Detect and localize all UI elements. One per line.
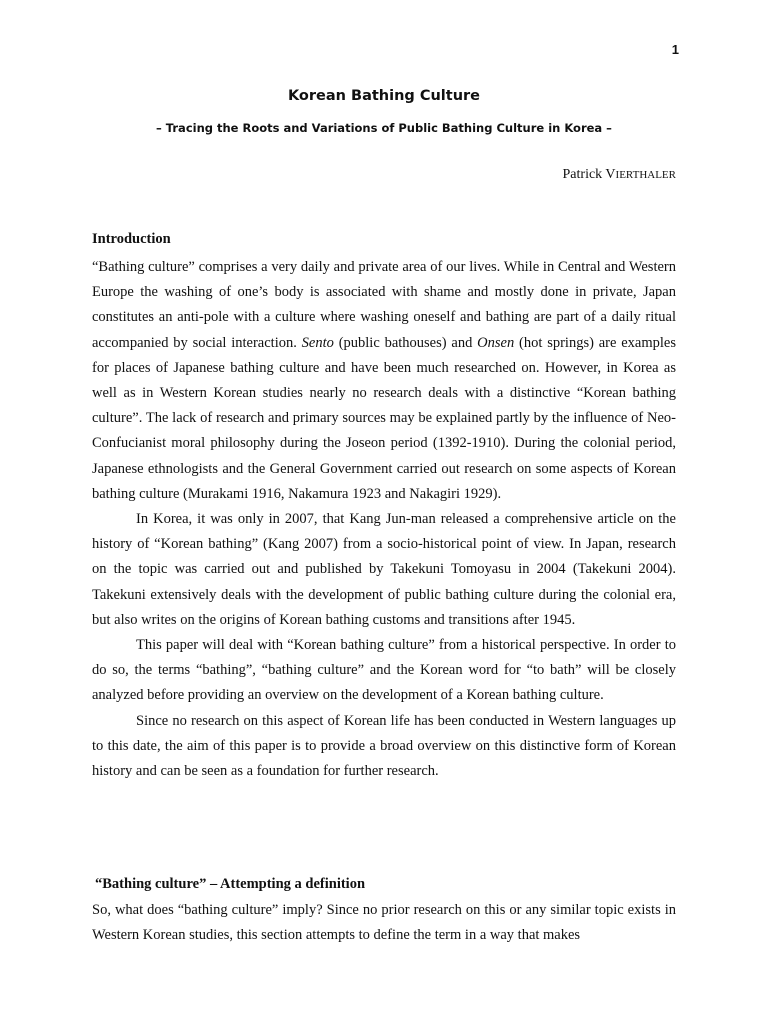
- author-family-rest: IERTHALER: [615, 169, 676, 181]
- introduction-paragraph-2: In Korea, it was only in 2007, that Kang Jun-man released a comprehensive article on the history of “Korean bathing” (Kang 2007) from a socio-historical point of view. In Japan, research on the topic was carried out and published by Takekuni Tomoyasu in 2004 (Takekuni 2004). Takekuni extensively deals with the development of public bathing culture during the colonial era, but also writes on the origins of Korean bathing customs and transitions after 1945.: [92, 511, 676, 628]
- section-heading-bathing-culture: “Bathing culture” – Attempting a definition: [95, 876, 366, 892]
- author-name: [563, 167, 676, 183]
- introduction-paragraph-3: This paper will deal with “Korean bathing culture” from a historical perspective. In order to do so, the terms “bathing”, “bathing culture” and the Korean word for “to bath” will be closely analyzed before providing an overview on the development of a Korean bathing culture.: [92, 637, 676, 704]
- author-family-initial: V: [605, 167, 616, 182]
- paragraph-text: (hot springs) are examples for places of Japanese bathing culture and have been much researched on. However, in Korea as well as in Western Korean studies nearly no research deals with a distinctive “Korean bathing culture”. The lack of research and primary sources may be explained partly by the influence of Neo-Confucianist moral philosophy during the Joseon period (1392-1910). During the colonial period, Japanese ethnologists and the General Government carried out research on some aspects of Korean bathing culture (Murakami 1916, Nakamura 1923 and Nakagiri 1929).: [92, 334, 676, 502]
- document-title: Korean Bathing Culture: [287, 88, 481, 104]
- page-number: 1: [671, 42, 679, 57]
- section-body: [92, 898, 676, 948]
- introduction-paragraph-4: Since no research on this aspect of Korean life has been conducted in Western languages up to this date, the aim of this paper is to provide a broad overview on this distinctive form of Korean history and can be seen as a foundation for further research.: [92, 712, 676, 780]
- term-onsen: Onsen: [477, 334, 515, 351]
- paragraph-text: (public bathouses) and: [333, 334, 478, 351]
- introduction-body: [92, 255, 676, 784]
- author-given-name: Patrick: [562, 167, 606, 182]
- introduction-paragraph-1: [92, 255, 676, 507]
- section-paragraph-1: So, what does “bathing culture” imply? Since no prior research on this or any similar topic exists in Western Korean studies, this section attempts to define the term in a way that makes: [92, 902, 676, 944]
- term-sento: Sento: [301, 334, 334, 351]
- introduction-heading: Introduction: [92, 231, 171, 247]
- document-subtitle: – Tracing the Roots and Variations of Public Bathing Culture in Korea –: [156, 121, 612, 135]
- paragraph-text: “Bathing culture” comprises a very daily and private area of our lives. While in Central and Western Europe the washing of one’s body is associated with shame and mostly done in private, Japan constitutes an anti-pole with a culture where washing oneself and bathing are part of a daily ritual accompanied by social interaction.: [92, 259, 676, 351]
